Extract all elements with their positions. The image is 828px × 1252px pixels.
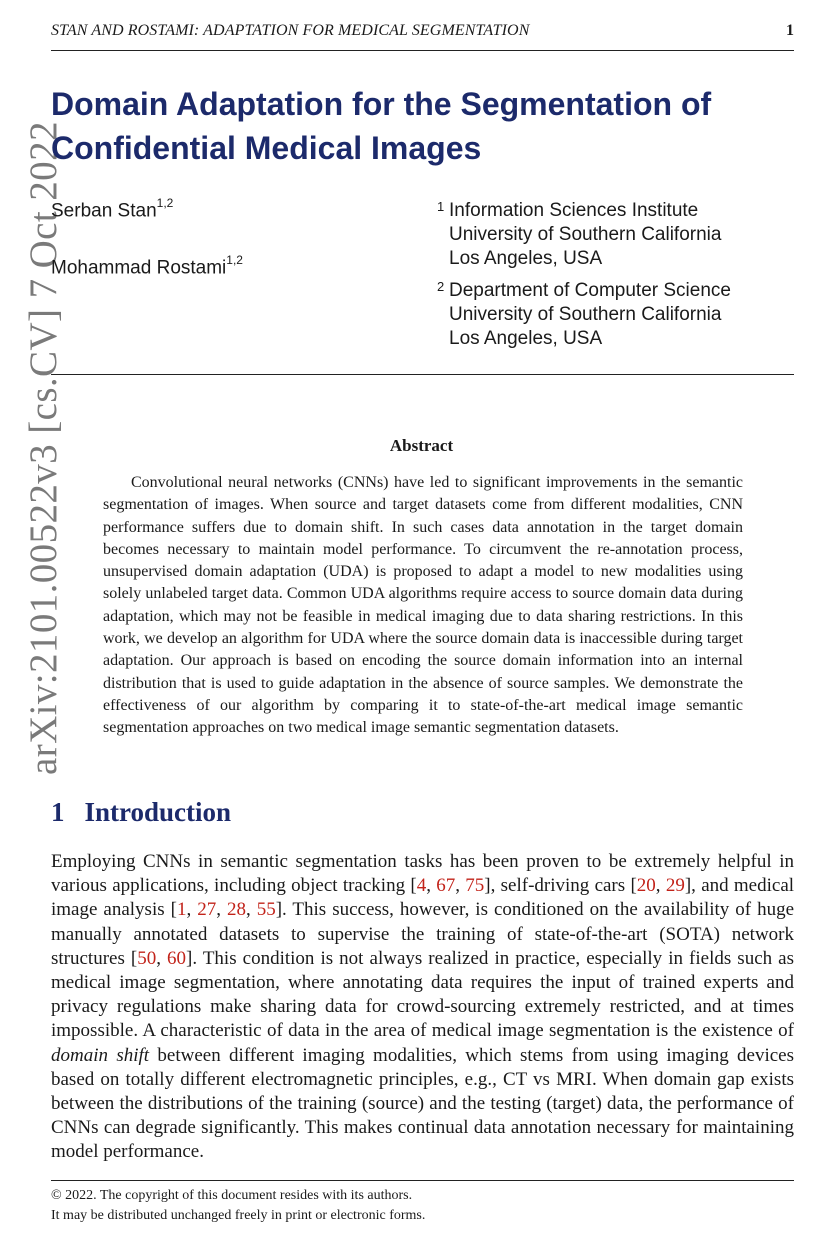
citation-link[interactable]: 4 [416,875,427,897]
citation-link[interactable]: 28 [226,899,246,921]
copyright-footer [51,1186,425,1226]
citation-link[interactable]: 55 [256,899,276,921]
citation-link[interactable]: 60 [167,947,187,969]
affiliation-line: Los Angeles, USA [449,248,603,269]
author-name: Serban Stan [51,200,157,222]
author-superscript: 1,2 [156,196,174,210]
affiliation-line: Department of Computer Science [449,280,731,301]
license-line: It may be distributed unchanged freely in print or electronic forms. [51,1208,426,1223]
author-2 [51,255,243,279]
intro-text: between different imaging modalities, which stems from using imaging devices based on totally different electromagnetic principles, e.g., CT vs MRI. When domain gap exists between the distributions of the training (source) and the testing (target) data, the performance of CNNs can degrade significantly. This makes continual data annotation necessary for maintaining model performance. [51,1044,794,1163]
citation-separator: , [156,947,168,969]
citation-link[interactable]: 20 [636,875,656,897]
intro-text: ], self-driving cars [ [484,875,637,897]
section-heading [51,797,231,828]
paper-title: Domain Adaptation for the Segmentation of Confidential Medical Images [51,86,712,166]
intro-text: Employing CNNs in semantic segmentation tasks has been proven to be extremely helpful in various applications, including object tracking [ [51,851,794,897]
intro-text: ]. This condition is not always realized in practice, especially in fields such as medical image segmentation, where annotating data requires the input of trained experts and privacy regulations make sharing data for crowd-sourcing extremely restricted, and at times impossible. A characteristic of data in the area of medical image segmentation is the existence of [51,947,794,1042]
author-name: Mohammad Rostami [51,257,227,279]
citation-link[interactable]: 29 [665,875,685,897]
citation-separator: , [245,899,257,921]
section-title: Introduction [84,797,232,827]
author-1 [51,198,173,222]
arxiv-stamp: arXiv:2101.00522v3 [cs.CV] 7 Oct 2022 [22,121,65,775]
citation-link[interactable]: 75 [465,875,485,897]
intro-text: ], and medical image analysis [ [51,875,795,921]
footer-divider [51,1180,794,1181]
abstract-heading: Abstract [389,436,454,455]
abstract-text: Convolutional neural networks (CNNs) have led to significant improvements in the semantic segmentation of images. When source and target datasets come from different modalities, CNN performance suffers due to domain shift. In such cases data annotation in the target domain becomes necessary to maintain model performance. To circumvent the re-annotation process, unsupervised domain adaptation (UDA) is proposed to adapt a model to new modalities using solely unlabeled target data. Common UDA algorithms require access to source domain data during adaptation, which may not be feasible in medical imaging due to data sharing restrictions. In this work, we develop an algorithm for UDA where the source domain data is inaccessible during target adaptation. Our approach is based on encoding the source domain information into an internal distribution that is used to guide adaptation in the absence of source samples. We demonstrate the effectiveness of our algorithm by comparing it to state-of-the-art medical image semantic segmentation approaches on two medical image semantic segmentation datasets. [103,474,743,737]
title-block-divider [51,374,794,375]
citation-link[interactable]: 27 [197,899,217,921]
citation-separator: , [426,875,437,897]
affiliation-line: University of Southern California [449,224,722,245]
citation-separator: , [186,899,198,921]
affiliation-number: 2 [437,279,445,294]
intro-text: ]. This success, however, is conditioned on the availability of huge manually annotated datasets to supervise the training of state-of-the-art (SOTA) network structures [ [51,899,795,969]
citation-link[interactable]: 67 [436,875,456,897]
affiliation-line: Information Sciences Institute [449,200,699,221]
citation-link[interactable]: 1 [176,899,187,921]
affiliation-line: University of Southern California [449,304,722,325]
citation-separator: , [216,899,227,921]
affiliation-line: Los Angeles, USA [449,328,603,349]
running-header [51,20,794,51]
citation-separator: , [655,875,666,897]
copyright-line: © 2022. The copyright of this document resides with its authors. [51,1188,413,1203]
emphasized-term: domain shift [51,1044,150,1066]
running-title: STAN AND ROSTAMI: ADAPTATION FOR MEDICAL SEGMENTATION [51,22,530,39]
page-number: 1 [786,22,794,39]
intro-paragraph [51,850,794,1165]
citation-separator: , [455,875,466,897]
citation-link[interactable]: 50 [137,947,157,969]
author-superscript: 1,2 [226,253,243,267]
affiliation-1 [437,199,721,271]
section-number: 1 [51,797,65,827]
affiliation-number: 1 [437,199,445,214]
affiliation-2 [437,279,731,351]
